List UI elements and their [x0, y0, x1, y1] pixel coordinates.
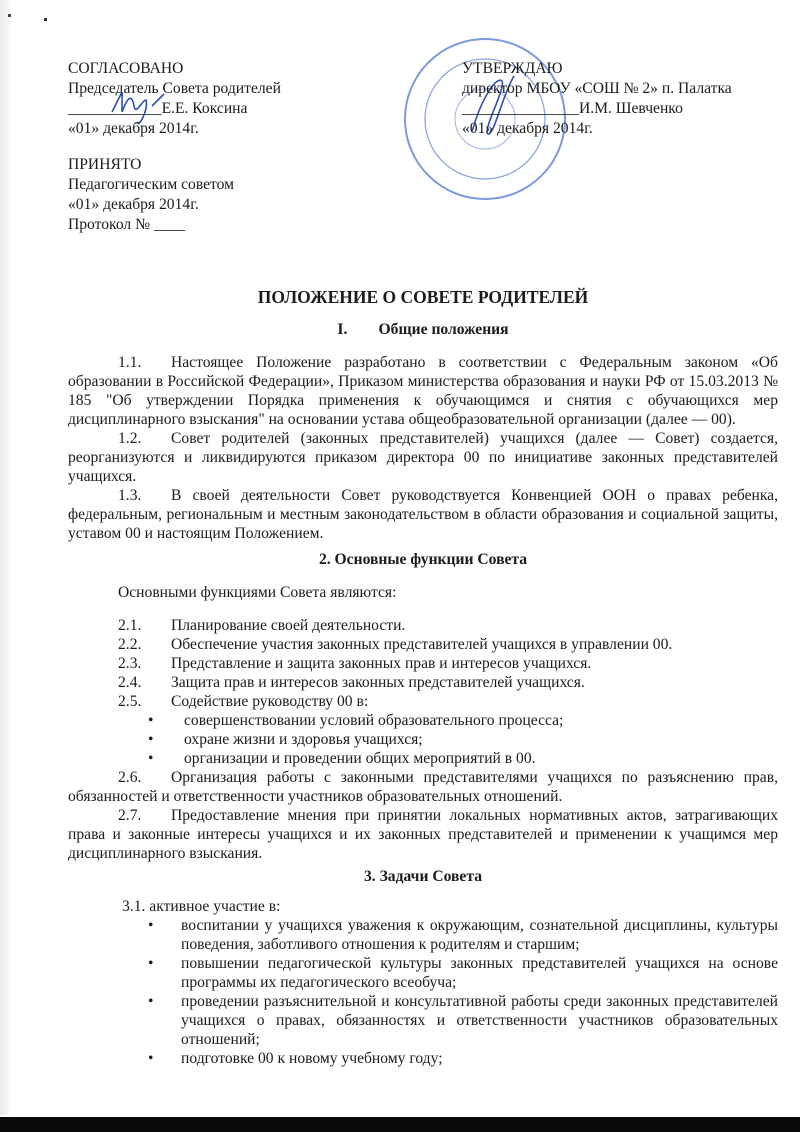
protocol-number: Протокол № ____ [68, 216, 186, 233]
clause-number: 2.2. [118, 636, 142, 653]
bullet-item [68, 1049, 778, 1068]
bullet-icon: • [148, 712, 154, 729]
clause-number: 1.1. [118, 354, 142, 371]
clause-number: 2.1. [118, 617, 142, 634]
clause-1-3 [68, 486, 778, 543]
clause-2-2 [68, 635, 778, 654]
bullet-text: подготовке 00 к новому учебному году; [181, 1050, 443, 1067]
scan-speck [44, 18, 47, 21]
clause-text: Содействие руководству 00 в: [171, 693, 369, 710]
accepted-date: «01» декабря 2014г. [68, 196, 199, 213]
clause-text: Обеспечение участия законных представителей учащихся в управлении 00. [171, 636, 673, 653]
bullet-icon: • [148, 750, 154, 767]
clause-2-1 [68, 616, 778, 635]
clause-number: 1.2. [118, 430, 142, 447]
clause-1-2 [68, 429, 778, 486]
bullet-item [68, 730, 778, 749]
document-title: ПОЛОЖЕНИЕ О СОВЕТЕ РОДИТЕЛЕЙ [257, 287, 589, 307]
clause-number: 2.3. [118, 655, 142, 672]
section-heading-1: I. Общие положения [337, 321, 509, 338]
clause-2-7 [68, 806, 778, 863]
bullet-icon: • [148, 731, 154, 748]
clause-number: 2.7. [118, 807, 142, 824]
approval-heading: УТВЕРЖДАЮ [462, 60, 563, 77]
section2-intro: Основными функциями Совета являются: [118, 584, 397, 601]
clause-2-3 [68, 654, 778, 673]
bullet-item [68, 749, 778, 768]
clause-text: Предоставление мнения при принятии локальных нормативных актов, затрагивающих права и законные интересы учащихся и их законных представителей и применении к учащимся мер дисциплинарного взыскания. [68, 807, 778, 862]
bullet-icon: • [148, 1050, 154, 1067]
approval-role: Председатель Совета родителей [68, 80, 281, 97]
approval-block-left [68, 59, 281, 139]
section-heading-2: 2. Основные функции Совета [318, 551, 528, 568]
signature-koksina [108, 86, 168, 126]
bullet-icon: • [148, 955, 154, 972]
clause-2-5 [68, 692, 778, 711]
approval-signature-line: ____________Е.Е. Коксина [68, 100, 248, 117]
scan-edge-shadow [0, 0, 10, 1115]
bullet-text: воспитании у учащихся уважения к окружающим, сознательной дисциплины, культуры поведения, заботливого отношения к родителям и старшим; [181, 917, 778, 953]
approval-role: директор МБОУ «СОШ № 2» п. Палатка [462, 80, 732, 97]
bullet-text: совершенствовании условий образовательного процесса; [184, 712, 564, 729]
section3-intro: 3.1. активное участие в: [122, 898, 281, 915]
clause-text: Защита прав и интересов законных представителей учащихся. [171, 674, 585, 691]
clause-1-1 [68, 353, 778, 429]
clause-number: 2.4. [118, 674, 142, 691]
bullet-item [68, 711, 778, 730]
clause-2-4 [68, 673, 778, 692]
scan-speck [8, 14, 11, 17]
clause-2-6 [68, 768, 778, 806]
accepted-body: Педагогическим советом [68, 176, 235, 193]
document-body [68, 286, 778, 1068]
approval-date: «01» декабря 2014г. [68, 120, 199, 137]
bullet-text: повышении педагогической культуры законных представителей учащихся на основе программы их педагогического всеобуча; [181, 955, 778, 991]
clause-text: Совет родителей (законных представителей) учащихся (далее — Совет) создается, реорганизуются и ликвидируются приказом директора 00 по инициативе законных представителей учащихся. [68, 430, 778, 485]
clause-text: Настоящее Положение разработано в соответствии с Федеральным законом «Об образовании в Российской Федерации», Приказом министерства образования и науки РФ от 15.03.2013 № 185 "Об утверждении Порядка применения к обучающимся и снятия с обучающихся мер дисциплинарного взыскания" на основании устава общеобразовательной организации (далее — 00). [68, 354, 778, 428]
bullet-icon: • [148, 917, 154, 934]
bullet-text: организации и проведении общих мероприятий в 00. [184, 750, 536, 767]
clause-number: 1.3. [118, 487, 142, 504]
bullet-item [68, 992, 778, 1049]
accepted-heading: ПРИНЯТО [68, 156, 142, 173]
bullet-item [68, 954, 778, 992]
approval-signature-line: _______________И.М. Шевченко [462, 100, 683, 117]
clause-text: В своей деятельности Совет руководствуется Конвенцией ООН о правах ребенка, федеральным, региональным и местным законодательством в области образования и социальной защиты, уставом 00 и настоящим Положением. [68, 487, 778, 542]
section-heading-3: 3. Задачи Совета [363, 868, 483, 885]
bullet-item [68, 916, 778, 954]
bullet-icon: • [148, 993, 154, 1010]
clause-number: 2.5. [118, 693, 142, 710]
accepted-block [68, 155, 234, 235]
approval-block-right [462, 59, 732, 139]
clause-text: Организация работы с законными представителями учащихся по разъяснению прав, обязанностей и ответственности участников образовательных отношений. [68, 769, 778, 805]
clause-text: Планирование своей деятельности. [171, 617, 406, 634]
clause-number: 2.6. [118, 769, 142, 786]
scan-bottom-edge [0, 1117, 800, 1132]
bullet-text: проведении разъяснительной и консультативной работы среди законных представителей учащихся о правах, обязанностях и ответственности участников образовательных отношений; [181, 993, 778, 1048]
approval-heading: СОГЛАСОВАНО [68, 60, 184, 77]
bullet-text: охране жизни и здоровья учащихся; [184, 731, 423, 748]
clause-text: Представление и защита законных прав и интересов учащихся. [171, 655, 592, 672]
approval-date: «01» декабря 2014г. [462, 120, 593, 137]
